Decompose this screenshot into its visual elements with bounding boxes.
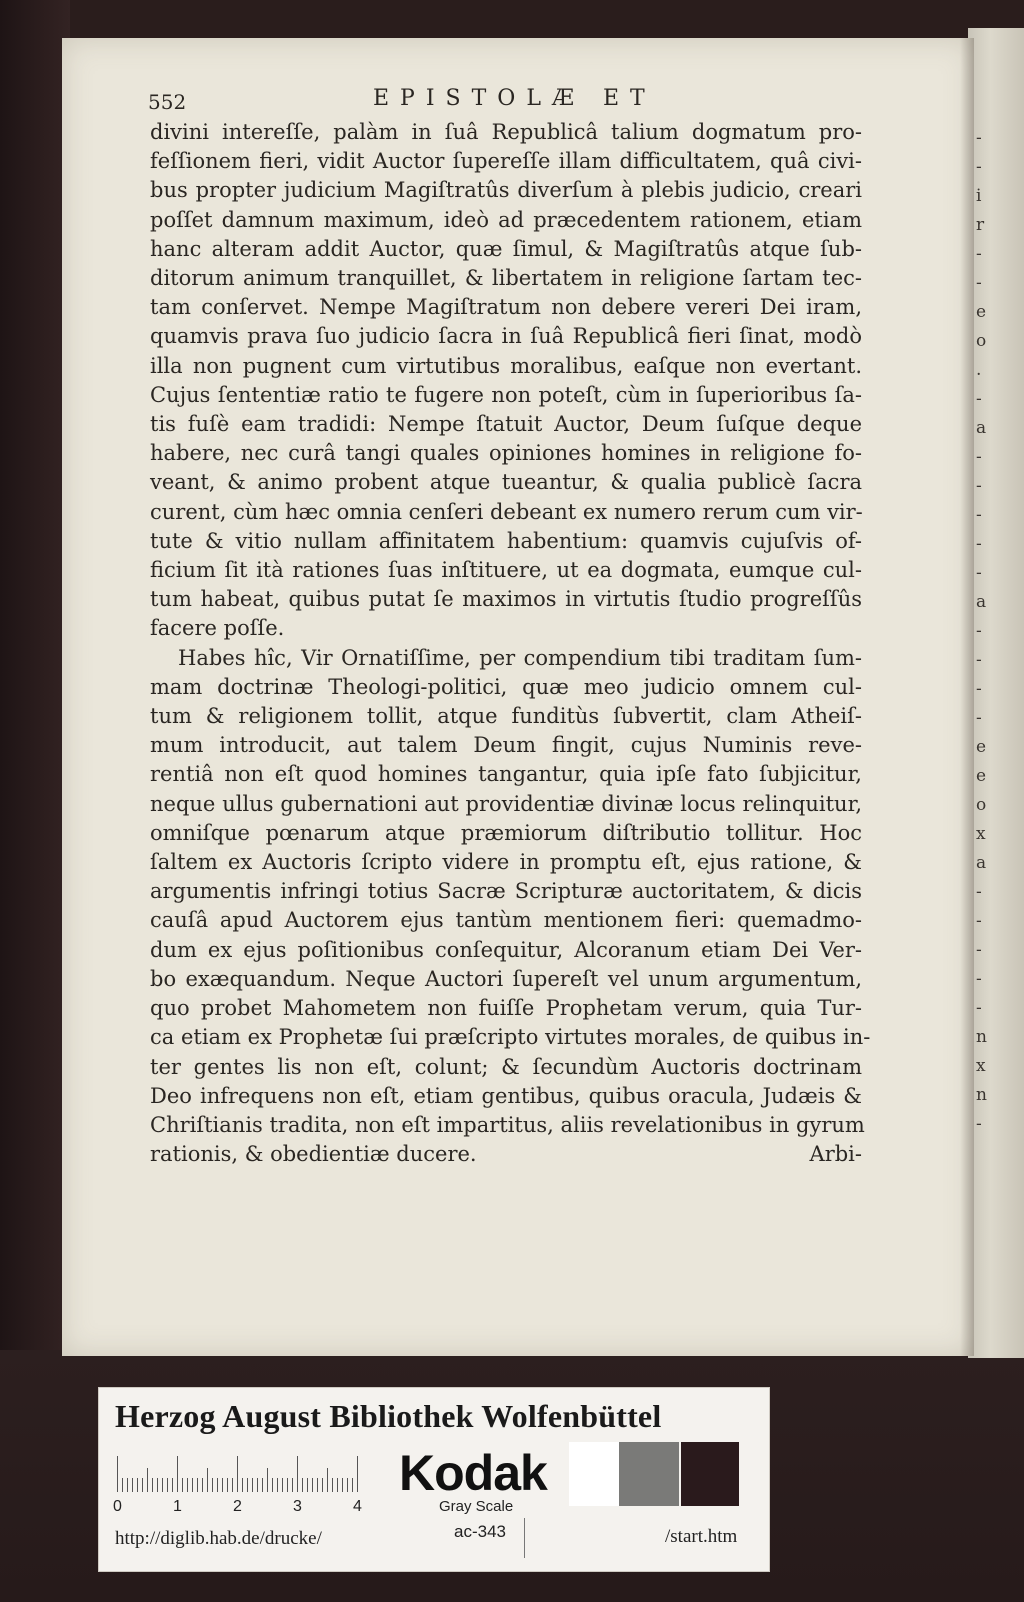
swatch-white: [569, 1442, 619, 1506]
ruler-tick: [227, 1478, 228, 1492]
running-title: EPISTOLÆ ET: [373, 86, 656, 111]
ruler-tick: [117, 1456, 118, 1492]
ruler-tick: [142, 1478, 143, 1492]
facing-page-fragment: -: [976, 882, 982, 902]
ruler-tick: [292, 1478, 293, 1492]
ruler-tick: [297, 1456, 298, 1492]
facing-page-fragment: .: [976, 360, 982, 380]
start-path: /start.htm: [665, 1526, 738, 1547]
ruler-tick: [177, 1456, 178, 1492]
text-line: Habes hîc, Vir Ornatiſſime, per compendium tibi traditam ſum-: [178, 645, 862, 670]
facing-page-fragment: -: [976, 940, 982, 960]
ruler-tick: [247, 1478, 248, 1492]
ruler-tick: [272, 1478, 273, 1492]
ruler-tick: [132, 1478, 133, 1492]
text-line: omniſque pœnarum atque præmiorum diſtributio tollitur. Hoc: [150, 820, 862, 845]
ruler-tick: [232, 1478, 233, 1492]
text-line: feſſionem fieri, vidit Auctor ſupereſſe illam difficultatem, quâ civi-: [150, 149, 862, 174]
text-line: ca etiam ex Prophetæ ſui præſcripto virtutes morales, de quibus in-: [150, 1025, 871, 1050]
facing-page-fragment: x: [976, 1056, 986, 1076]
facing-page-fragments: [968, 28, 1024, 1358]
text-line: tum & religionem tollit, atque funditùs ſubvertit, clam Atheiſ-: [150, 704, 862, 729]
text-line: tute & vitio nullam affinitatem habentium: quamvis cujuſvis of-: [150, 528, 862, 553]
text-line: mum introducit, aut talem Deum fingit, cujus Numinis reve-: [150, 733, 862, 758]
ruler-tick: [302, 1478, 303, 1492]
ruler-tick: [197, 1478, 198, 1492]
facing-page-fragment: a: [976, 418, 987, 438]
ruler-tick: [252, 1478, 253, 1492]
ruler-tick: [192, 1478, 193, 1492]
text-line: Chriſtianis tradita, non eſt impartitus, aliis revelationibus in gyrum: [150, 1112, 865, 1137]
catchword: Arbi-: [809, 1142, 862, 1167]
text-line: Cujus ſententiæ ratio te fugere non poteſt, cùm in ſuperioribus ſa-: [150, 382, 862, 407]
facing-page-fragment: -: [976, 563, 982, 583]
ruler-tick: [277, 1478, 278, 1492]
text-line: [150, 1140, 862, 1169]
text-line: cauſâ apud Auctorem ejus tantùm mentionem fieri: quemadmo-: [150, 908, 862, 933]
text-line: mam doctrinæ Theologi-politici, quæ meo judicio omnem cul-: [150, 674, 862, 699]
facing-page-fragment: -: [976, 708, 982, 728]
ruler-tick: [147, 1468, 148, 1492]
text-line: poſſet damnum maximum, ideò ad præcedentem rationem, etiam: [150, 207, 862, 232]
facing-page-fragment: -: [976, 1114, 982, 1134]
text-line: ficium ſit ità rationes ſuas inſtituere, ut ea dogmata, eumque cul-: [150, 558, 862, 583]
text-line: neque ullus gubernationi aut providentiæ divinæ locus relinquitur,: [150, 791, 862, 816]
swatch-gray: [619, 1442, 679, 1506]
ruler-tick: [242, 1478, 243, 1492]
ruler-tick: [262, 1478, 263, 1492]
ruler-tick: [122, 1478, 123, 1492]
text-line: illa non pugnent cum virtutibus moralibus, eaſque non evertant.: [150, 353, 862, 378]
text-line: tis fuſè eam tradidi: Nempe ſtatuit Auctor, Deum ſuſque deque: [150, 412, 862, 437]
facing-page-fragment: o: [976, 331, 987, 351]
facing-page-fragment: e: [976, 766, 987, 786]
facing-page-fragment: a: [976, 592, 987, 612]
ruler-tick: [342, 1478, 343, 1492]
kodak-logo: Kodak: [399, 1445, 547, 1501]
measurement-ruler: [117, 1452, 367, 1492]
ruler-tick: [237, 1456, 238, 1492]
facing-page-edge: [968, 28, 1024, 1358]
page-body-text: [150, 118, 871, 1169]
text-line: divini intereſſe, palàm in ſuâ Republicâ talium dogmatum pro-: [150, 120, 862, 144]
ruler-tick: [332, 1478, 333, 1492]
text-line: habere, nec curâ tangi quales opiniones homines in religione fo-: [150, 441, 862, 466]
facing-page-fragment: -: [976, 534, 982, 554]
ruler-tick: [322, 1478, 323, 1492]
facing-page-fragment: -: [976, 650, 982, 670]
ruler-tick: [267, 1468, 268, 1492]
ruler-tick: [172, 1478, 173, 1492]
ruler-tick: [352, 1478, 353, 1492]
text-line: ditorum animum tranquillet, & libertatem in religione ſartam tec-: [150, 266, 862, 291]
ruler-tick: [217, 1478, 218, 1492]
ruler-tick: [182, 1478, 183, 1492]
swatch-black: [681, 1442, 739, 1506]
facing-page-fragment: r: [976, 215, 985, 235]
library-url: http://diglib.hab.de/drucke/: [115, 1528, 322, 1549]
facing-page-fragment: -: [976, 505, 982, 525]
facing-page-fragment: x: [976, 824, 986, 844]
ruler-tick: [222, 1478, 223, 1492]
facing-page-fragment: -: [976, 244, 982, 264]
facing-page-fragment: e: [976, 737, 987, 757]
facing-page-fragment: e: [976, 302, 987, 322]
text-line: ſaltem ex Auctoris ſcripto videre in promptu eſt, ejus ratione, &: [150, 850, 862, 875]
text-line: veant, & animo probent atque tueantur, & qualia publicè ſacra: [150, 470, 862, 495]
facing-page-fragment: -: [976, 621, 982, 641]
ruler-tick: [257, 1478, 258, 1492]
library-name: Herzog August Bibliothek Wolfenbüttel: [115, 1398, 662, 1434]
code-separator: [524, 1518, 525, 1558]
ruler-tick: [212, 1478, 213, 1492]
ruler-numbers: [113, 1498, 373, 1518]
facing-page-fragment: -: [976, 476, 982, 496]
shelf-code: ac-343: [454, 1522, 506, 1541]
text-line: curent, cùm hæc omnia cenſeri debeant ex numero rerum cum vir-: [150, 499, 863, 524]
ruler-tick: [157, 1478, 158, 1492]
text-line: hanc alteram addit Auctor, quæ ſimul, & Magiſtratûs atque ſub-: [150, 236, 862, 261]
facing-page-fragment: -: [976, 157, 982, 177]
facing-page-fragment: n: [976, 1085, 987, 1105]
page-header: [148, 86, 848, 114]
ruler-tick: [307, 1478, 308, 1492]
facing-page-fragment: -: [976, 128, 982, 148]
ruler-tick: [207, 1468, 208, 1492]
ruler-number: 3: [293, 1498, 302, 1515]
text-line: ter gentes lis non eſt, colunt; & ſecundùm Auctoris doctrinam: [150, 1054, 862, 1079]
ruler-tick: [357, 1456, 358, 1492]
page-gutter-shadow: [960, 38, 974, 1356]
text-line: facere poſſe.: [150, 616, 285, 641]
ruler-tick: [312, 1478, 313, 1492]
facing-page-fragment: o: [976, 795, 987, 815]
text-line: argumentis infringi totius Sacræ Scripturæ auctoritatem, & dicis: [150, 879, 862, 904]
text-line: rentiâ non eſt quod homines tangantur, quia ipſe fato ſubjicitur,: [150, 762, 862, 787]
ruler-tick: [282, 1478, 283, 1492]
text-line: quo probet Mahometem non fuiſſe Prophetam verum, quia Tur-: [150, 996, 862, 1021]
ruler-tick: [317, 1478, 318, 1492]
text-line: tam conſervet. Nempe Magiſtratum non debere vereri Dei iram,: [150, 295, 862, 320]
ruler-tick: [152, 1478, 153, 1492]
page-number: 552: [148, 90, 187, 114]
facing-page-fragment: a: [976, 853, 987, 873]
ruler-tick: [327, 1468, 328, 1492]
ruler-number: 0: [113, 1498, 122, 1515]
facing-page-fragment: -: [976, 273, 982, 293]
ruler-tick: [287, 1478, 288, 1492]
ruler-tick: [127, 1478, 128, 1492]
facing-page-fragment: i: [976, 186, 982, 206]
ruler-number: 2: [233, 1498, 242, 1515]
gray-scale-label: Gray Scale: [439, 1498, 514, 1515]
facing-page-fragment: -: [976, 911, 982, 931]
text-line: bo exæquandum. Neque Auctori ſupereſt vel unum argumentum,: [150, 966, 862, 991]
ruler-tick: [187, 1478, 188, 1492]
facing-page-fragment: -: [976, 998, 982, 1018]
facing-page-fragment: -: [976, 679, 982, 699]
ruler-tick: [167, 1478, 168, 1492]
facing-page-fragment: n: [976, 1027, 987, 1047]
text-line: quamvis prava ſuo judicio ſacra in ſuâ Republicâ fieri ſinat, modò: [150, 324, 862, 349]
ruler-number: 4: [353, 1498, 362, 1515]
facing-page-fragment: -: [976, 447, 982, 467]
text-line-content: rationis, & obedientiæ ducere.: [150, 1142, 477, 1167]
text-line: bus propter judicium Magiſtratûs diverſum à plebis judicio, creari: [150, 178, 862, 203]
ruler-tick: [337, 1478, 338, 1492]
facing-page-fragment: -: [976, 969, 982, 989]
ruler-number: 1: [173, 1498, 182, 1515]
ruler-tick: [202, 1478, 203, 1492]
text-line: dum ex ejus poſitionibus conſequitur, Alcoranum etiam Dei Ver-: [150, 937, 862, 962]
facing-page-fragment: -: [976, 389, 982, 409]
ruler-tick: [347, 1478, 348, 1492]
text-line: Deo infrequens non eſt, etiam gentibus, quibus oracula, Judæis &: [150, 1083, 862, 1108]
ruler-tick: [162, 1478, 163, 1492]
text-line: tum habeat, quibus putat ſe maximos in virtutis ſtudio progreſſûs: [150, 587, 862, 612]
color-calibration-strip: [98, 1387, 770, 1572]
ruler-tick: [137, 1478, 138, 1492]
